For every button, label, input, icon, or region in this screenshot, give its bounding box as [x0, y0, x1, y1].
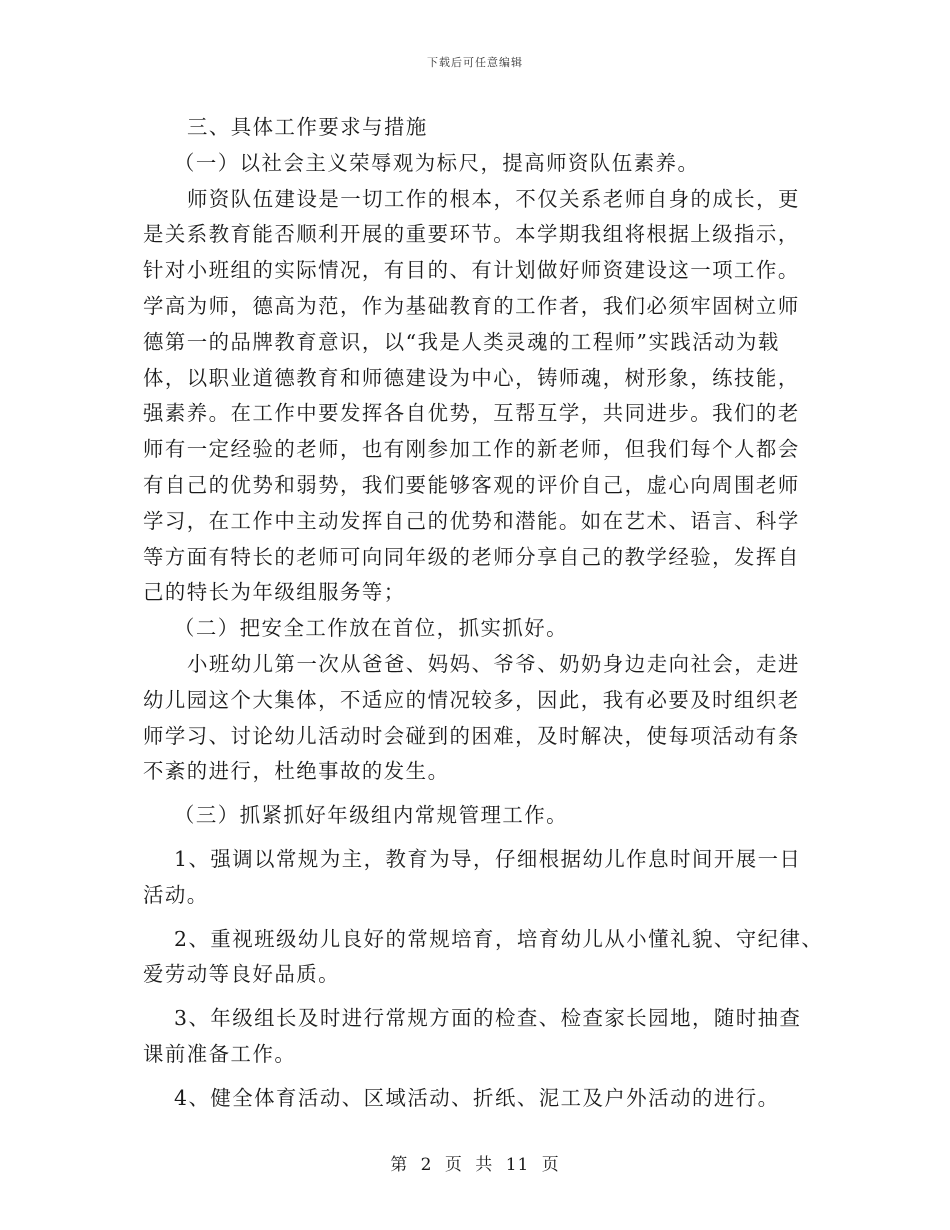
paragraph-line: 小班幼儿第一次从爸爸、妈妈、爷爷、奶奶身边走向社会，走进 [187, 651, 800, 676]
list-item-line: 活动。 [143, 882, 209, 907]
paragraph-line: 针对小班组的实际情况，有目的、有计划做好师资建设这一项工作。 [143, 258, 800, 283]
list-item [143, 922, 823, 994]
subsection-heading-3: （三）抓紧抓好年级组内常规管理工作。 [174, 803, 569, 828]
paragraph-line: 强素养。在工作中要发挥各自优势，互帮互学，共同进步。我们的老 [143, 401, 800, 426]
page-number: 第 2 页 共 11 页 [390, 1155, 560, 1175]
list-item-line: 3、年级组长及时进行常规方面的检查、检查家长园地，随时抽查 [174, 1006, 802, 1031]
paragraph-2 [143, 647, 823, 790]
list-item-line: 2、重视班级幼儿良好的常规培育，培育幼儿从小懂礼貌、守纪律、 [174, 926, 824, 951]
list-item-line: 1、强调以常规为主，教育为导，仔细根据幼儿作息时间开展一日 [174, 846, 802, 871]
list-item-line: 4、健全体育活动、区域活动、折纸、泥工及户外活动的进行。 [174, 1085, 780, 1110]
list-item [143, 1081, 823, 1117]
list-item [143, 842, 823, 914]
paragraph-line: 是关系教育能否顺利开展的重要环节。本学期我组将根据上级指示， [143, 222, 800, 247]
list-item-line: 爱劳动等良好品质。 [143, 962, 341, 987]
paragraph-line: 己的特长为年级组服务等； [143, 580, 406, 605]
paragraph-line: 学高为师，德高为范，作为基础教育的工作者，我们必须牢固树立师 [143, 293, 800, 318]
paragraph-1 [143, 182, 823, 612]
paragraph-line: 不紊的进行，杜绝事故的发生。 [143, 759, 450, 784]
paragraph-line: 师学习、讨论幼儿活动时会碰到的困难，及时解决，使每项活动有条 [143, 723, 800, 748]
list-item-line: 课前准备工作。 [143, 1041, 297, 1066]
page-header: 下载后可任意编辑 [427, 56, 523, 69]
list-item [143, 1001, 823, 1073]
section-heading: 三、具体工作要求与措施 [187, 115, 428, 139]
paragraph-line: 等方面有特长的老师可向同年级的老师分享自己的教学经验，发挥自 [143, 544, 800, 569]
subsection-heading-1: （一）以社会主义荣辱观为标尺，提高师资队伍素养。 [174, 150, 700, 175]
paragraph-line: 学习，在工作中主动发挥自己的优势和潜能。如在艺术、语言、科学 [143, 508, 800, 533]
subsection-heading-2: （二）把安全工作放在首位，抓实抓好。 [174, 616, 569, 641]
paragraph-line: 体，以职业道德教育和师德建设为中心，铸师魂，树形象，练技能， [143, 365, 800, 390]
paragraph-line: 师有一定经验的老师，也有刚参加工作的新老师，但我们每个人都会 [143, 437, 800, 462]
paragraph-line: 德第一的品牌教育意识，以“我是人类灵魂的工程师”实践活动为载 [143, 329, 780, 354]
paragraph-line: 幼儿园这个大集体，不适应的情况较多，因此，我有必要及时组织老 [143, 687, 800, 712]
paragraph-line: 师资队伍建设是一切工作的根本，不仅关系老师自身的成长，更 [187, 186, 800, 211]
document-body [143, 110, 823, 1117]
paragraph-line: 有自己的优势和弱势，我们要能够客观的评价自己，虚心向周围老师 [143, 472, 800, 497]
